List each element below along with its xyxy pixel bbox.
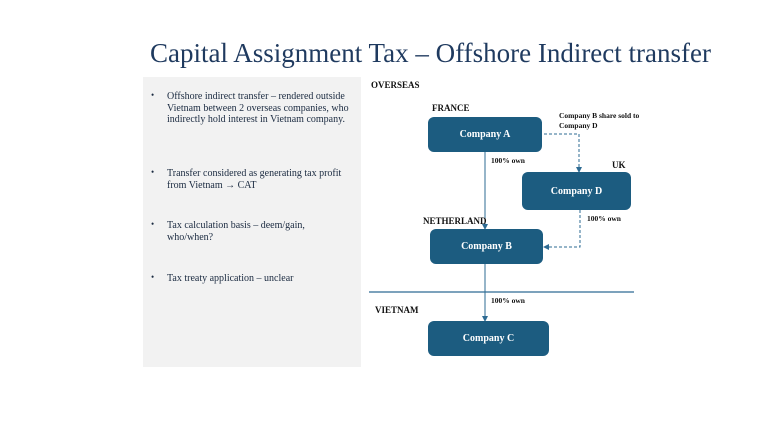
edge-d-to-b <box>544 210 580 247</box>
edge-label-a-to-b: 100% own <box>491 156 525 165</box>
bullet-dot-icon: • <box>151 272 155 282</box>
bullet-dot-icon: • <box>151 167 155 177</box>
country-label-netherland: NETHERLAND <box>423 216 487 226</box>
company-d-box: Company D <box>522 172 631 210</box>
company-b-box: Company B <box>430 229 543 264</box>
sale-note-line1: Company B share sold to <box>559 111 640 120</box>
bullet-dot-icon: • <box>151 90 155 100</box>
slide-title: Capital Assignment Tax – Offshore Indirect transfer <box>150 38 711 68</box>
edge-label-b-to-c: 100% own <box>491 296 525 305</box>
edge-label-d-to-b: 100% own <box>587 214 621 223</box>
company-a-box: Company A <box>428 117 542 152</box>
country-label-france: FRANCE <box>432 103 470 113</box>
sale-note-line2: Company D <box>559 121 598 130</box>
bullet-panel: • Offshore indirect transfer – rendered outside Vietnam between 2 overseas companies, who indirectly hold interest in Vietnam company. • Transfer considered as generating tax profit from Vietnam → CAT • Tax calculation basis – deem/gain, who/when? • Tax treaty application – unclear <box>143 77 361 367</box>
company-c-box: Company C <box>428 321 549 356</box>
bullet-dot-icon: • <box>151 219 155 229</box>
country-label-uk: UK <box>612 160 626 170</box>
region-label-vietnam: VIETNAM <box>375 305 419 315</box>
edge-a-sale-to-d <box>544 134 579 172</box>
region-label-overseas: OVERSEAS <box>371 80 420 90</box>
